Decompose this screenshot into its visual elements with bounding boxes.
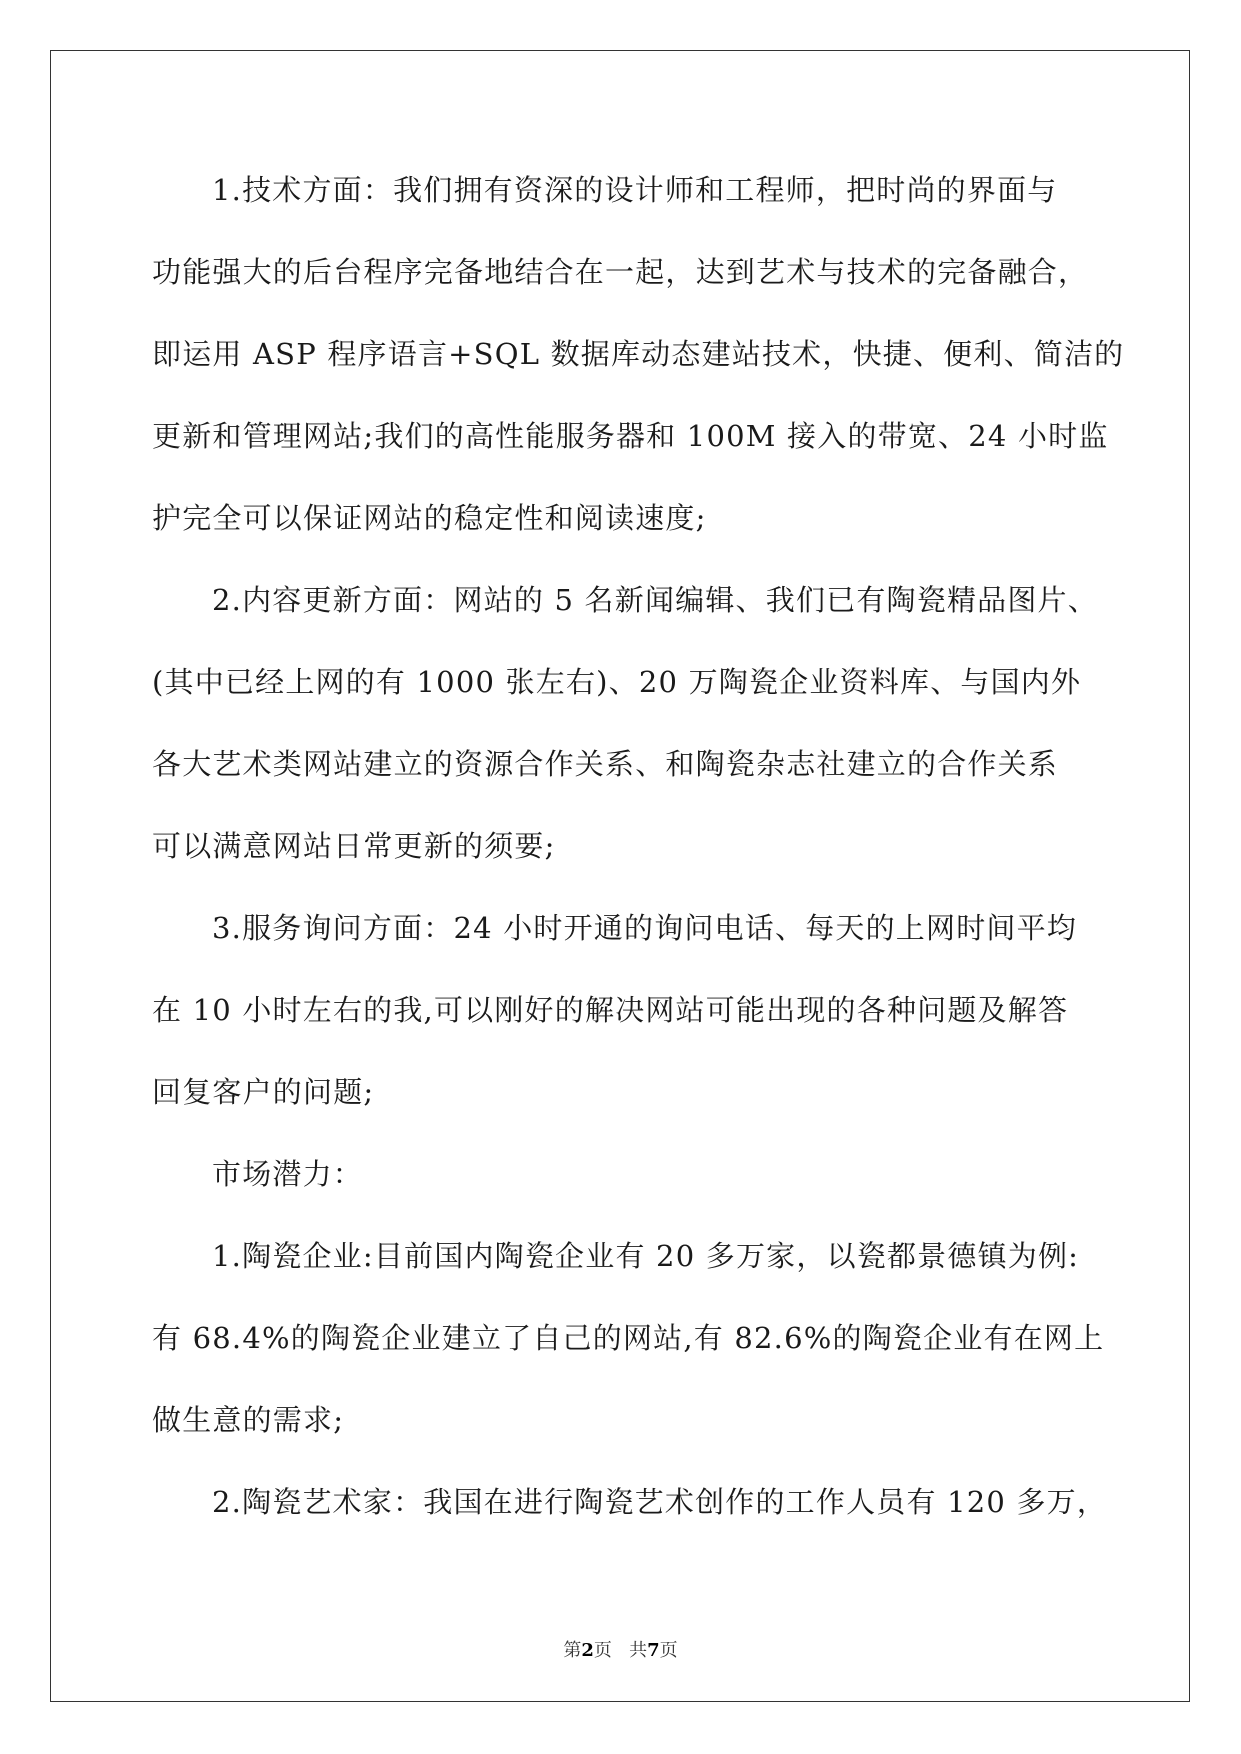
footer-page-suffix: 页 xyxy=(593,1640,612,1661)
document-body xyxy=(152,162,1125,1556)
paragraph-line: 更新和管理网站;我们的高性能服务器和 100M 接入的带宽、24 小时监 xyxy=(152,419,1109,453)
paragraph-line: 即运用 ASP 程序语言+SQL 数据库动态建站技术，快捷、便利、简洁的 xyxy=(152,337,1125,371)
paragraph-line: 3.服务询问方面：24 小时开通的询问电话、每天的上网时间平均 xyxy=(212,911,1077,945)
paragraph-line: 做生意的需求; xyxy=(152,1403,345,1437)
paragraph-line: 功能强大的后台程序完备地结合在一起，达到艺术与技术的完备融合， xyxy=(152,255,1089,289)
paragraph-line: 回复客户的问题; xyxy=(152,1075,375,1109)
paragraph-line: 可以满意网站日常更新的须要; xyxy=(152,829,556,863)
footer-prefix: 第 xyxy=(563,1640,582,1661)
paragraph-line: 有 68.4%的陶瓷企业建立了自己的网站,有 82.6%的陶瓷企业有在网上 xyxy=(152,1321,1105,1355)
paragraph-line: 2.陶瓷艺术家：我国在进行陶瓷艺术创作的工作人员有 120 多万， xyxy=(212,1485,1108,1519)
total-page-count: 7 xyxy=(647,1640,660,1661)
paragraph-line: 2.内容更新方面：网站的 5 名新闻编辑、我们已有陶瓷精品图片、 xyxy=(212,583,1098,617)
current-page-number: 2 xyxy=(581,1640,594,1661)
footer-total-suffix: 页 xyxy=(659,1640,678,1661)
section-heading: 市场潜力： xyxy=(212,1157,364,1191)
paragraph-line: 在 10 小时左右的我,可以刚好的解决网站可能出现的各种问题及解答 xyxy=(152,993,1069,1027)
footer-total-prefix: 共 xyxy=(629,1640,648,1661)
page-footer xyxy=(0,1636,1241,1662)
paragraph-line: 1.陶瓷企业:目前国内陶瓷企业有 20 多万家，以瓷都景德镇为例: xyxy=(212,1239,1080,1273)
paragraph-line: 1.技术方面：我们拥有资深的设计师和工程师，把时尚的界面与 xyxy=(212,173,1058,207)
paragraph-line: (其中已经上网的有 1000 张左右)、20 万陶瓷企业资料库、与国内外 xyxy=(152,665,1082,699)
paragraph-line: 护完全可以保证网站的稳定性和阅读速度; xyxy=(152,501,707,535)
paragraph-line: 各大艺术类网站建立的资源合作关系、和陶瓷杂志社建立的合作关系 xyxy=(152,747,1059,781)
